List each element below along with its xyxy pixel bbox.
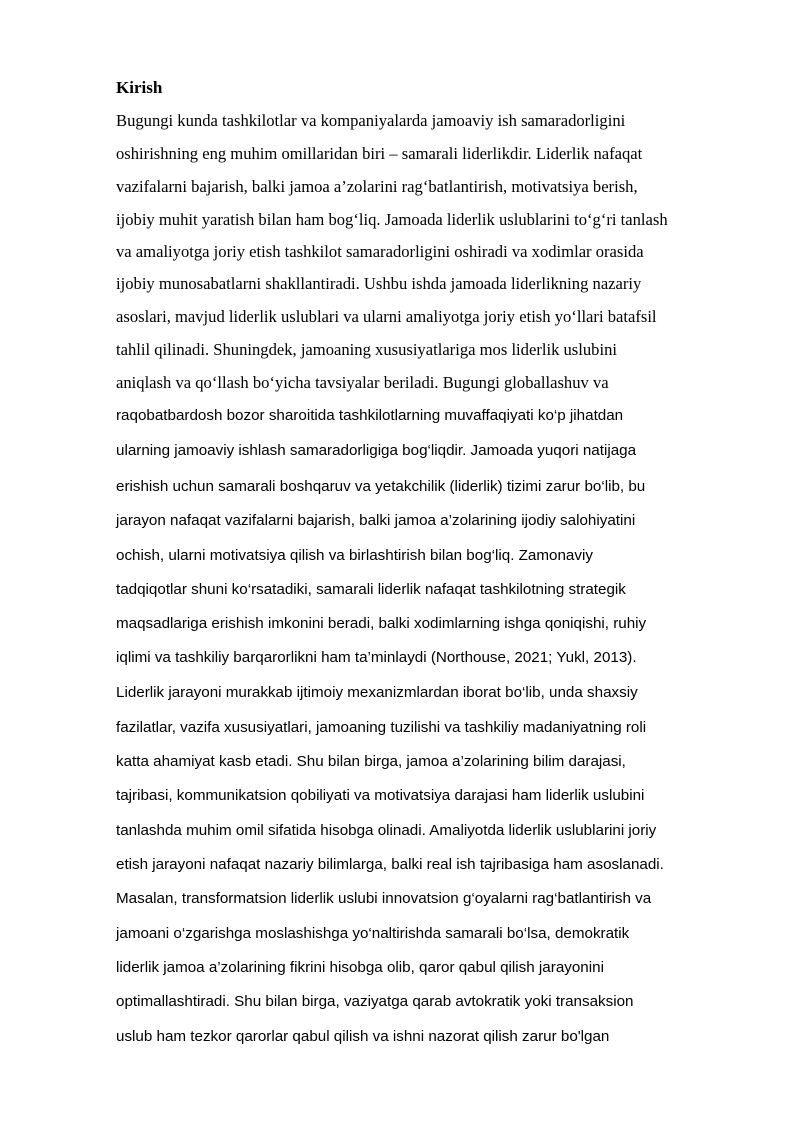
- paragraph-line: uslub ham tezkor qarorlar qabul qilish va ishni nazorat qilish zarur bo'lgan: [116, 1028, 610, 1045]
- paragraph-line: tadqiqotlar shuni ko‘rsatadiki, samarali liderlik nafaqat tashkilotning strategik: [116, 581, 626, 598]
- paragraph-line: ochish, ularni motivatsiya qilish va birlashtirish bilan bog‘liq. Zamonaviy: [116, 547, 593, 564]
- paragraph-line: maqsadlariga erishish imkonini beradi, balki xodimlarning ishga qoniqishi, ruhiy: [116, 615, 647, 632]
- paragraph-line: tahlil qilinadi. Shuningdek, jamoaning xususiyatlariga mos liderlik uslubini: [116, 340, 617, 359]
- paragraph-line: ijobiy munosabatlarni shakllantiradi. Ushbu ishda jamoada liderlikning nazariy: [116, 274, 642, 293]
- paragraph-line: fazilatlar, vazifa xususiyatlari, jamoaning tuzilishi va tashkiliy madaniyatning roli: [116, 719, 647, 736]
- section-heading: Kirish: [116, 78, 163, 97]
- paragraph-line: jarayon nafaqat vazifalarni bajarish, balki jamoa a’zolarining ijodiy salohiyatini: [116, 512, 636, 529]
- paragraph-line: vazifalarni bajarish, balki jamoa a’zolarini rag‘batlantirish, motivatsiya berish,: [116, 177, 638, 196]
- paragraph-line: ijobiy muhit yaratish bilan ham bog‘liq. Jamoada liderlik uslublarini to‘g‘ri tanlash: [116, 210, 668, 229]
- paragraph-line: Liderlik jarayoni murakkab ijtimoiy mexanizmlardan iborat bo‘lib, unda shaxsiy: [116, 684, 638, 701]
- paragraph-line: optimallashtiradi. Shu bilan birga, vaziyatga qarab avtokratik yoki transaksion: [116, 993, 634, 1010]
- paragraph-line: va amaliyotga joriy etish tashkilot samaradorligini oshiradi va xodimlar orasida: [116, 242, 644, 261]
- paragraph-line: iqlimi va tashkiliy barqarorlikni ham ta’minlaydi (Northouse, 2021; Yukl, 2013).: [116, 649, 637, 666]
- paragraph-line: tanlashda muhim omil sifatida hisobga olinadi. Amaliyotda liderlik uslublarini joriy: [116, 822, 657, 839]
- paragraph-line: raqobatbardosh bozor sharoitida tashkilotlarning muvaffaqiyati ko‘p jihatdan: [116, 407, 624, 424]
- paragraph-line: etish jarayoni nafaqat nazariy bilimlarga, balki real ish tajribasiga ham asoslanadi.: [116, 856, 664, 873]
- paragraph-line: aniqlash va qo‘llash bo‘yicha tavsiyalar beriladi. Bugungi globallashuv va: [116, 373, 609, 392]
- paragraph-line: erishish uchun samarali boshqaruv va yetakchilik (liderlik) tizimi zarur bo‘lib, bu: [116, 478, 646, 495]
- paragraph-line: tajribasi, kommunikatsion qobiliyati va motivatsiya darajasi ham liderlik uslubini: [116, 787, 645, 804]
- paragraph-line: oshirishning eng muhim omillaridan biri – samarali liderlikdir. Liderlik nafaqat: [116, 144, 643, 163]
- paragraph-line: Masalan, transformatsion liderlik uslubi innovatsion g‘oyalarni rag‘batlantirish va: [116, 890, 652, 907]
- paragraph-line: Bugungi kunda tashkilotlar va kompaniyalarda jamoaviy ish samaradorligini: [116, 111, 626, 130]
- paragraph-line: asoslari, mavjud liderlik uslublari va ularni amaliyotga joriy etish yo‘llari batafsil: [116, 307, 657, 326]
- paragraph-line: jamoani o‘zgarishga moslashishga yo‘naltirishda samarali bo‘lsa, demokratik: [116, 925, 630, 942]
- paragraph-line: katta ahamiyat kasb etadi. Shu bilan birga, jamoa a’zolarining bilim darajasi,: [116, 753, 626, 770]
- paragraph-line: ularning jamoaviy ishlash samaradorligiga bog‘liqdir. Jamoada yuqori natijaga: [116, 442, 637, 459]
- paragraph-line: liderlik jamoa a’zolarining fikrini hisobga olib, qaror qabul qilish jarayonini: [116, 959, 604, 976]
